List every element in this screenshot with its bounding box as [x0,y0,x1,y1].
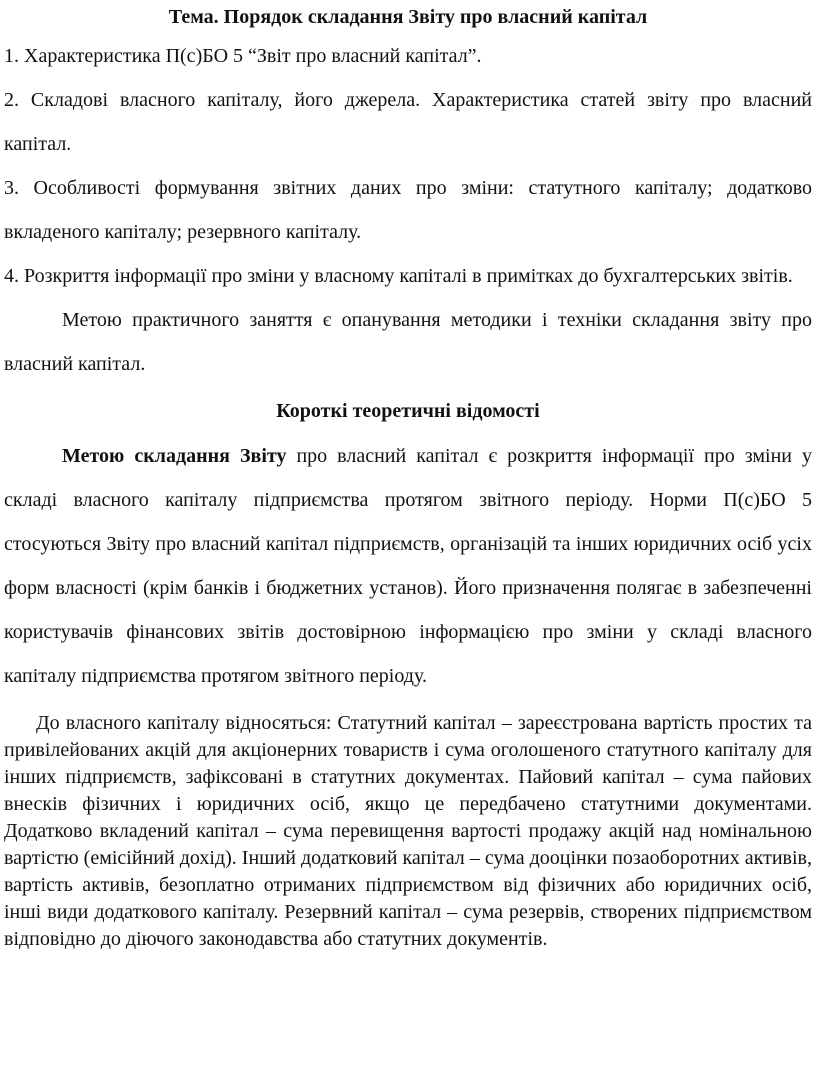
purpose-paragraph: Метою практичного заняття є опанування методики і техніки складання звіту про власний капітал. [4,309,812,375]
document-title: Тема. Порядок складання Звіту про власний капітал [168,6,648,28]
list-item-1: 1. Характеристика П(с)БО 5 “Звіт про власний капітал”. [4,45,482,67]
list-item-2: 2. Складові власного капіталу, його джерела. Характеристика статей звіту про власний капітал. [4,89,812,155]
theory-text: про власний капітал є розкриття інформації про зміни у складі власного капіталу підприємства протягом звітного періоду. Норми П(с)БО 5 стосуються Звіту про власний капітал підприємств, організацій та інших юридичних осіб усіх форм власності (крім банків і бюджетних установ). Його призначення полягає в забезпеченні користувачів фінансових звітів достовірною інформацією про зміни у складі власного капіталу підприємства протягом звітного періоду. [4,445,813,687]
list-item-3: 3. Особливості формування звітних даних про зміни: статутного капіталу; додатково вкладеного капіталу; резервного капіталу. [4,177,812,243]
section-heading: Короткі теоретичні відомості [276,400,540,422]
topic-list [4,34,812,298]
theory-bold-lead: Метою складання Звіту [62,445,287,467]
list-item-4: 4. Розкриття інформації про зміни у власному капіталі в примітках до бухгалтерських звітів. [4,265,793,287]
equity-paragraph: До власного капіталу відносяться: Статутний капітал – зареєстрована вартість простих та привілейованих акцій для акціонерних товариств і сума оголошеного статутного капіталу для інших підприємств, зафіксовані в статутних документах. Пайовий капітал – сума пайових внесків фізичних і юридичних осіб, якщо це передбачено статутними документами. Додатково вкладений капітал – сума перевищення вартості продажу акцій над номінальною вартістю (емісійний дохід). Інший додатковий капітал – сума дооцінки позаоборотних активів, вартість активів, безоплатно отриманих підприємством від фізичних або юридичних осіб, інші види додаткового капіталу. Резервний капітал – сума резервів, створених підприємством відповідно до діючого законодавства або статутних документів. [4,712,812,950]
theory-paragraph [4,434,812,698]
